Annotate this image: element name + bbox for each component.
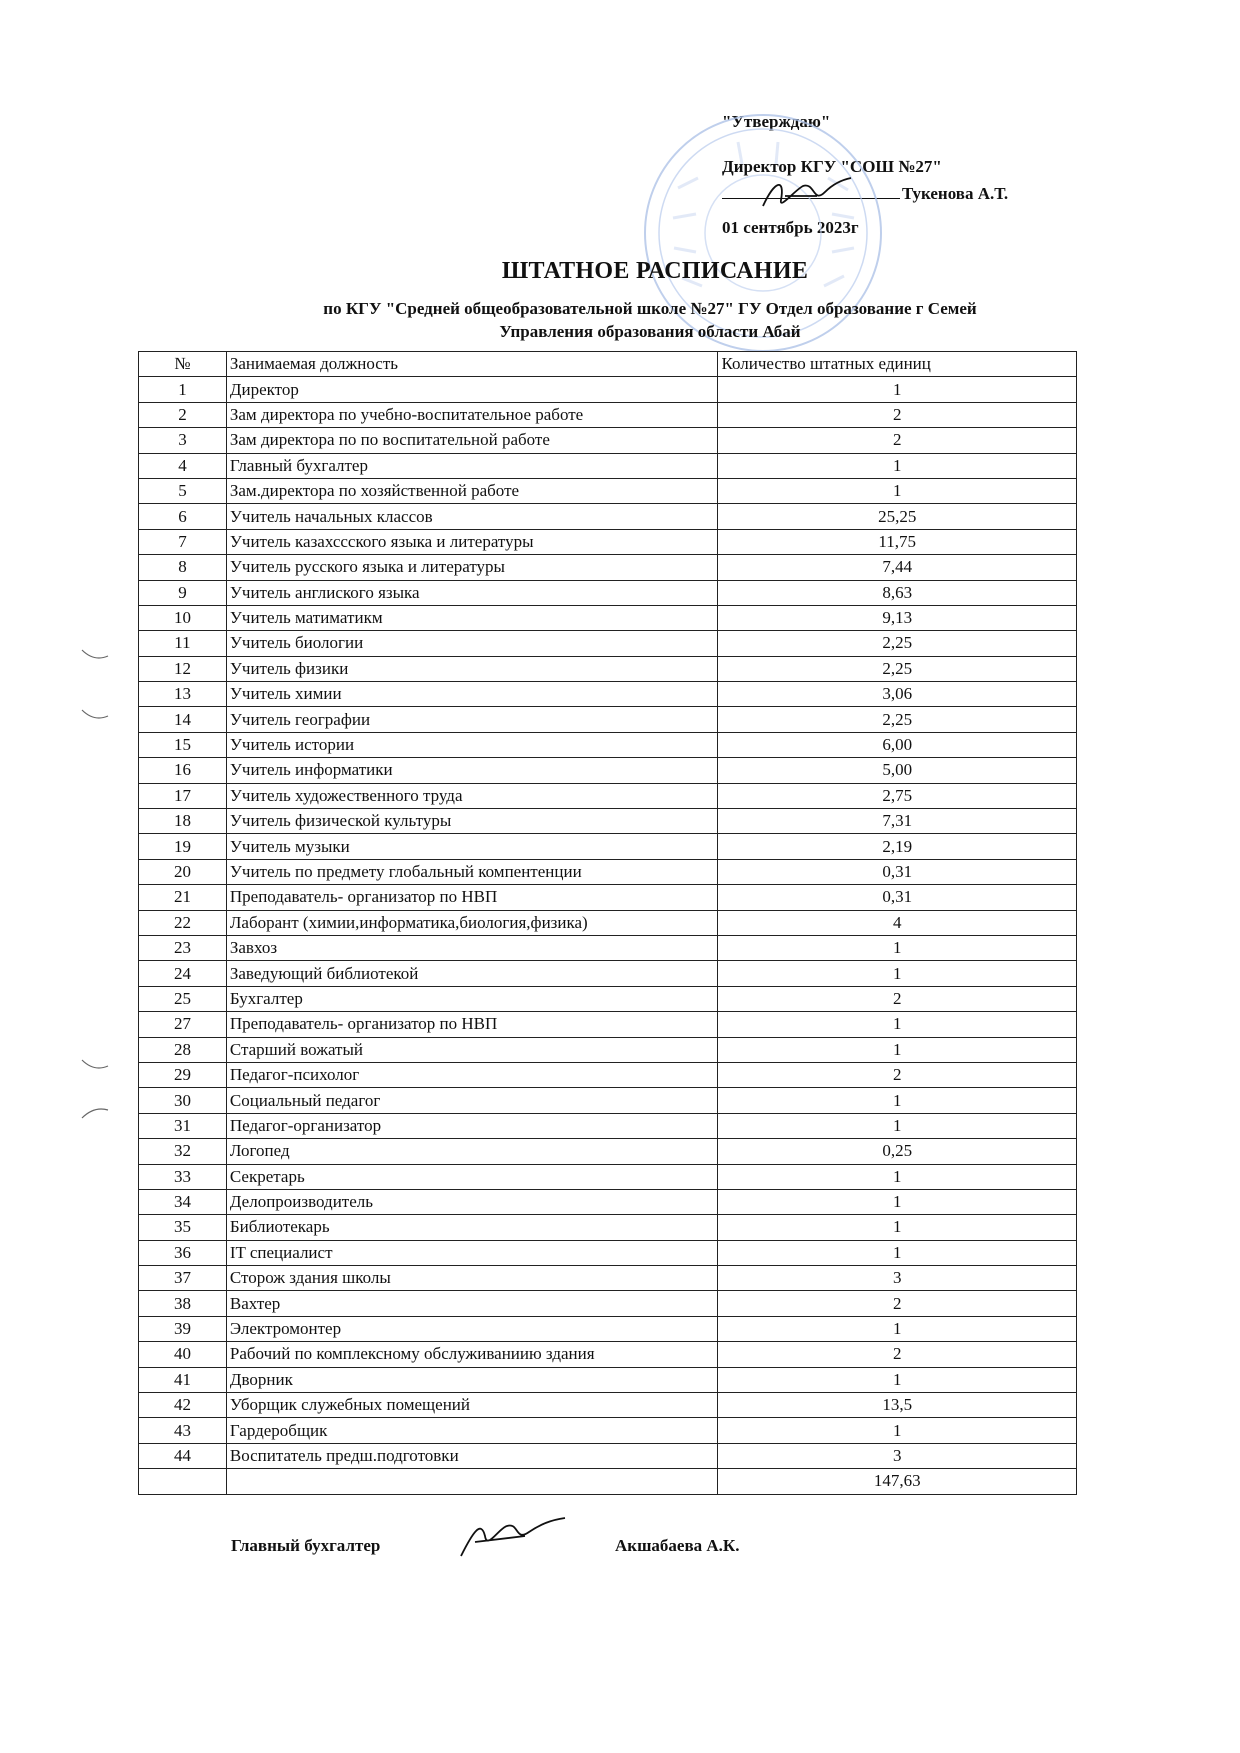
table-row xyxy=(139,935,1077,960)
row-number: 42 xyxy=(139,1393,227,1418)
row-number: 5 xyxy=(139,478,227,503)
row-position: Гардеробщик xyxy=(226,1418,718,1443)
row-number: 10 xyxy=(139,605,227,630)
table-row xyxy=(139,1316,1077,1341)
table-row xyxy=(139,961,1077,986)
row-quantity: 9,13 xyxy=(718,605,1077,630)
table-row xyxy=(139,402,1077,427)
row-number: 36 xyxy=(139,1240,227,1265)
row-number: 44 xyxy=(139,1443,227,1468)
table-row xyxy=(139,758,1077,783)
table-row xyxy=(139,1012,1077,1037)
row-position: Учитель художественного труда xyxy=(226,783,718,808)
total-value: 147,63 xyxy=(718,1469,1077,1494)
row-number: 34 xyxy=(139,1189,227,1214)
row-position: Учитель казахсcского языка и литературы xyxy=(226,529,718,554)
row-position: Учитель музыки xyxy=(226,834,718,859)
row-position: Библиотекарь xyxy=(226,1215,718,1240)
accountant-name: Акшабаева А.К. xyxy=(615,1536,740,1555)
row-number: 35 xyxy=(139,1215,227,1240)
table-row xyxy=(139,377,1077,402)
table-row xyxy=(139,1088,1077,1113)
row-position: Делопроизводитель xyxy=(226,1189,718,1214)
row-number: 19 xyxy=(139,834,227,859)
row-quantity: 1 xyxy=(718,377,1077,402)
table-row xyxy=(139,809,1077,834)
row-quantity: 2 xyxy=(718,1291,1077,1316)
table-row xyxy=(139,1189,1077,1214)
row-position: Социальный педагог xyxy=(226,1088,718,1113)
row-quantity: 1 xyxy=(718,1240,1077,1265)
row-number: 40 xyxy=(139,1342,227,1367)
row-number: 16 xyxy=(139,758,227,783)
table-body xyxy=(139,377,1077,1469)
subtitle-line-1: по КГУ "Средней общеобразовательной школе №27" ГУ Отдел образование г Семей xyxy=(323,299,977,318)
row-position: IT специалист xyxy=(226,1240,718,1265)
row-number: 27 xyxy=(139,1012,227,1037)
row-number: 15 xyxy=(139,732,227,757)
row-number: 20 xyxy=(139,859,227,884)
row-position: Учитель матиматикм xyxy=(226,605,718,630)
table-row xyxy=(139,1418,1077,1443)
header-number: № xyxy=(139,352,227,377)
table-row xyxy=(139,478,1077,503)
row-position: Завхоз xyxy=(226,935,718,960)
row-number: 43 xyxy=(139,1418,227,1443)
row-quantity: 3,06 xyxy=(718,682,1077,707)
table-row xyxy=(139,1062,1077,1087)
table-row xyxy=(139,986,1077,1011)
row-quantity: 1 xyxy=(718,1189,1077,1214)
table-row xyxy=(139,1037,1077,1062)
table-row xyxy=(139,428,1077,453)
row-position: Преподаватель- организатор по НВП xyxy=(226,885,718,910)
row-position: Зам.директора по хозяйственной работе xyxy=(226,478,718,503)
table-row xyxy=(139,631,1077,656)
row-quantity: 1 xyxy=(718,1367,1077,1392)
total-empty-cell xyxy=(226,1469,718,1494)
table-row xyxy=(139,605,1077,630)
row-quantity: 2 xyxy=(718,1342,1077,1367)
table-row xyxy=(139,1240,1077,1265)
row-quantity: 2 xyxy=(718,402,1077,427)
row-number: 30 xyxy=(139,1088,227,1113)
table-row xyxy=(139,707,1077,732)
row-position: Учитель физической культуры xyxy=(226,809,718,834)
row-position: Лаборант (химии,информатика,биология,физика) xyxy=(226,910,718,935)
row-position: Учитель географии xyxy=(226,707,718,732)
row-position: Зам директора по по воспитательной работе xyxy=(226,428,718,453)
row-quantity: 4 xyxy=(718,910,1077,935)
row-quantity: 1 xyxy=(718,1215,1077,1240)
row-quantity: 2 xyxy=(718,428,1077,453)
header-quantity: Количество штатных единиц xyxy=(718,352,1077,377)
row-quantity: 0,31 xyxy=(718,859,1077,884)
row-number: 21 xyxy=(139,885,227,910)
table-row xyxy=(139,504,1077,529)
row-quantity: 1 xyxy=(718,1113,1077,1138)
table-row xyxy=(139,1113,1077,1138)
row-number: 2 xyxy=(139,402,227,427)
table-row xyxy=(139,656,1077,681)
row-number: 17 xyxy=(139,783,227,808)
row-quantity: 1 xyxy=(718,1088,1077,1113)
row-quantity: 0,25 xyxy=(718,1139,1077,1164)
row-quantity: 25,25 xyxy=(718,504,1077,529)
row-quantity: 11,75 xyxy=(718,529,1077,554)
row-position: Рабочий по комплексному обслуживаниию здания xyxy=(226,1342,718,1367)
row-number: 39 xyxy=(139,1316,227,1341)
row-quantity: 1 xyxy=(718,1037,1077,1062)
scan-margin-marks xyxy=(80,640,120,1120)
row-number: 41 xyxy=(139,1367,227,1392)
approval-date: 01 сентябрь 2023г xyxy=(722,218,859,237)
row-number: 29 xyxy=(139,1062,227,1087)
row-position: Бухгалтер xyxy=(226,986,718,1011)
table-row xyxy=(139,834,1077,859)
row-quantity: 1 xyxy=(718,1316,1077,1341)
row-number: 12 xyxy=(139,656,227,681)
row-number: 3 xyxy=(139,428,227,453)
row-position: Главный бухгалтер xyxy=(226,453,718,478)
row-position: Секретарь xyxy=(226,1164,718,1189)
row-quantity: 2,25 xyxy=(718,631,1077,656)
accountant-signature xyxy=(455,1512,575,1564)
row-number: 7 xyxy=(139,529,227,554)
row-quantity: 1 xyxy=(718,1418,1077,1443)
document-title: ШТАТНОЕ РАСПИСАНИЕ xyxy=(501,258,809,284)
row-quantity: 13,5 xyxy=(718,1393,1077,1418)
table-row xyxy=(139,783,1077,808)
row-quantity: 0,31 xyxy=(718,885,1077,910)
row-quantity: 7,44 xyxy=(718,555,1077,580)
row-position: Вахтер xyxy=(226,1291,718,1316)
table-row xyxy=(139,1393,1077,1418)
row-number: 38 xyxy=(139,1291,227,1316)
table-row xyxy=(139,859,1077,884)
document-subtitle xyxy=(260,297,1040,343)
table-row xyxy=(139,1367,1077,1392)
row-quantity: 2 xyxy=(718,986,1077,1011)
row-position: Учитель англиского языка xyxy=(226,580,718,605)
row-position: Учитель физики xyxy=(226,656,718,681)
table-row xyxy=(139,529,1077,554)
approve-label: "Утверждаю" xyxy=(722,112,831,131)
row-position: Учитель русского языка и литературы xyxy=(226,555,718,580)
table-row xyxy=(139,732,1077,757)
row-number: 37 xyxy=(139,1266,227,1291)
row-quantity: 1 xyxy=(718,478,1077,503)
row-position: Заведующий библиотекой xyxy=(226,961,718,986)
row-number: 11 xyxy=(139,631,227,656)
row-quantity: 2,19 xyxy=(718,834,1077,859)
row-quantity: 1 xyxy=(718,935,1077,960)
row-quantity: 2,25 xyxy=(718,707,1077,732)
table-row xyxy=(139,1266,1077,1291)
row-position: Учитель биологии xyxy=(226,631,718,656)
row-position: Преподаватель- организатор по НВП xyxy=(226,1012,718,1037)
table-row xyxy=(139,1139,1077,1164)
table-row xyxy=(139,1443,1077,1468)
row-position: Логопед xyxy=(226,1139,718,1164)
row-number: 32 xyxy=(139,1139,227,1164)
row-position: Сторож здания школы xyxy=(226,1266,718,1291)
row-number: 22 xyxy=(139,910,227,935)
row-quantity: 1 xyxy=(718,453,1077,478)
table-row xyxy=(139,1291,1077,1316)
row-quantity: 3 xyxy=(718,1443,1077,1468)
row-position: Воспитатель предш.подготовки xyxy=(226,1443,718,1468)
row-quantity: 5,00 xyxy=(718,758,1077,783)
row-position: Учитель информатики xyxy=(226,758,718,783)
row-number: 4 xyxy=(139,453,227,478)
table-row xyxy=(139,580,1077,605)
row-number: 23 xyxy=(139,935,227,960)
row-number: 13 xyxy=(139,682,227,707)
row-quantity: 1 xyxy=(718,961,1077,986)
row-quantity: 1 xyxy=(718,1012,1077,1037)
table-header-row xyxy=(139,352,1077,377)
table-total-row xyxy=(139,1469,1077,1494)
row-quantity: 1 xyxy=(718,1164,1077,1189)
table-row xyxy=(139,885,1077,910)
table-row xyxy=(139,1342,1077,1367)
row-number: 25 xyxy=(139,986,227,1011)
row-number: 14 xyxy=(139,707,227,732)
subtitle-line-2: Управления образования области Абай xyxy=(499,322,801,341)
staff-table xyxy=(138,351,1077,1495)
row-quantity: 2,75 xyxy=(718,783,1077,808)
row-quantity: 2,25 xyxy=(718,656,1077,681)
row-quantity: 8,63 xyxy=(718,580,1077,605)
row-position: Учитель химии xyxy=(226,682,718,707)
row-number: 1 xyxy=(139,377,227,402)
row-position: Педагог-организатор xyxy=(226,1113,718,1138)
row-number: 6 xyxy=(139,504,227,529)
row-number: 28 xyxy=(139,1037,227,1062)
row-number: 31 xyxy=(139,1113,227,1138)
row-position: Уборщик служебных помещений xyxy=(226,1393,718,1418)
accountant-title: Главный бухгалтер xyxy=(231,1536,381,1555)
table-row xyxy=(139,910,1077,935)
table-row xyxy=(139,453,1077,478)
row-position: Зам директора по учебно-воспитательное работе xyxy=(226,402,718,427)
director-name: Тукенова А.Т. xyxy=(902,184,1009,203)
row-position: Дворник xyxy=(226,1367,718,1392)
row-position: Учитель по предмету глобальный компентенции xyxy=(226,859,718,884)
table-row xyxy=(139,682,1077,707)
row-position: Учитель начальных классов xyxy=(226,504,718,529)
row-position: Электромонтер xyxy=(226,1316,718,1341)
row-number: 24 xyxy=(139,961,227,986)
table-row xyxy=(139,555,1077,580)
table-row xyxy=(139,1164,1077,1189)
header-position: Занимаемая должность xyxy=(226,352,718,377)
row-number: 18 xyxy=(139,809,227,834)
row-number: 8 xyxy=(139,555,227,580)
row-position: Старший вожатый xyxy=(226,1037,718,1062)
total-empty-cell xyxy=(139,1469,227,1494)
row-position: Директор xyxy=(226,377,718,402)
table-row xyxy=(139,1215,1077,1240)
row-quantity: 3 xyxy=(718,1266,1077,1291)
director-title: Директор КГУ "СОШ №27" xyxy=(722,157,942,176)
row-quantity: 2 xyxy=(718,1062,1077,1087)
row-position: Педагог-психолог xyxy=(226,1062,718,1087)
row-quantity: 7,31 xyxy=(718,809,1077,834)
director-signature xyxy=(755,170,865,220)
row-position: Учитель истории xyxy=(226,732,718,757)
row-quantity: 6,00 xyxy=(718,732,1077,757)
row-number: 9 xyxy=(139,580,227,605)
row-number: 33 xyxy=(139,1164,227,1189)
